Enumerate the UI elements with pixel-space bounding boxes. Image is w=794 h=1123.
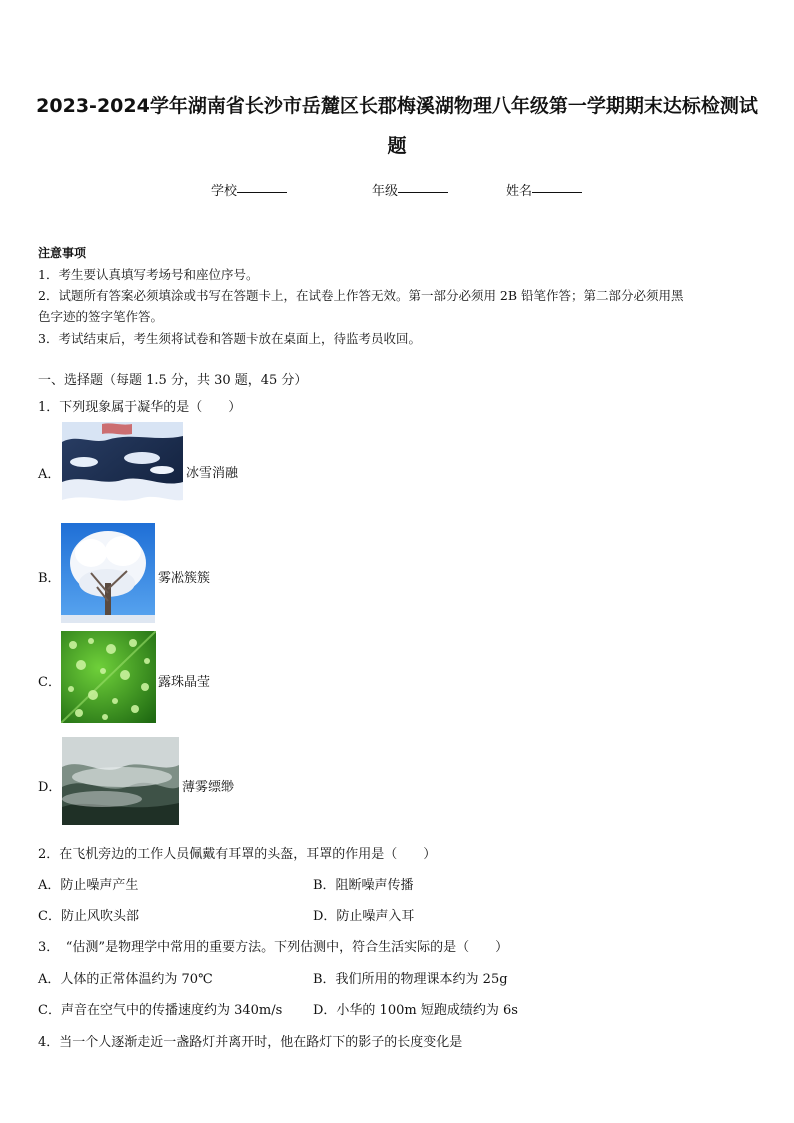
title-line-2: 题 [387,135,407,157]
question-3-stem: 3． “估测”是物理学中常用的重要方法。下列估测中，符合生活实际的是（ ） [38,940,509,955]
q1-option-d-text: 薄雾缥缈 [182,780,235,795]
notice-item-2-cont: 色字迹的签字笔作答。 [38,309,164,324]
question-4-stem: 4．当一个人逐渐走近一盏路灯并离开时，他在路灯下的影子的长度变化是 [38,1035,463,1050]
question-1-stem: 1．下列现象属于凝华的是（ ） [38,400,242,415]
q2-option-b[interactable]: B．阻断噪声传播 [313,878,414,893]
q1-option-b-text: 雾凇簇簇 [158,571,211,586]
q2-option-a[interactable]: A．防止噪声产生 [38,878,139,893]
notice-item-2: 2．试题所有答案必须填涂或书写在答题卡上，在试卷上作答无效。第一部分必须用 2B 铅笔作答；第二部分必须用黑 [38,288,684,303]
question-2-stem: 2．在飞机旁边的工作人员佩戴有耳罩的头盔，耳罩的作用是（ ） [38,847,437,862]
q3-option-b[interactable]: B．我们所用的物理课本约为 25g [313,972,508,987]
school-blank[interactable] [237,180,287,193]
notice-item-1: 1．考生要认真填写考场号和座位序号。 [38,267,259,282]
q2-option-d[interactable]: D．防止噪声入耳 [313,909,415,924]
notice-heading: 注意事项 [38,246,87,260]
q1-option-c-label[interactable]: C． [38,675,61,690]
name-blank[interactable] [532,180,582,193]
snowy-river-image [62,422,183,516]
exam-title [30,86,764,166]
q1-option-a-label[interactable]: A． [38,467,61,482]
misty-mountain-image [62,737,179,825]
q3-option-a[interactable]: A．人体的正常体温约为 70℃ [38,972,213,987]
q1-option-c-text: 露珠晶莹 [158,675,211,690]
title-line-1: 2023-2024学年湖南省长沙市岳麓区长郡梅溪湖物理八年级第一学期期末达标检测试 [36,95,758,117]
grade-blank[interactable] [398,180,448,193]
school-field[interactable]: 学校 [211,180,237,199]
q1-option-d-label[interactable]: D． [38,780,62,795]
q1-option-b-label[interactable]: B． [38,571,61,586]
frosted-tree-image [61,523,155,623]
grade-field[interactable]: 年级 [372,180,398,199]
q3-option-c[interactable]: C．声音在空气中的传播速度约为 340m/s [38,1003,283,1018]
section-heading: 一、选择题（每题 1.5 分，共 30 题，45 分） [38,373,308,388]
notice-item-3: 3．考试结束后，考生须将试卷和答题卡放在桌面上，待监考员收回。 [38,331,421,346]
dew-leaf-image [61,631,156,723]
q2-option-c[interactable]: C．防止风吹头部 [38,909,139,924]
q3-option-d[interactable]: D．小华的 100m 短跑成绩约为 6s [313,1003,518,1018]
q1-option-a-text: 冰雪消融 [186,466,239,481]
name-field[interactable]: 姓名 [506,180,532,199]
